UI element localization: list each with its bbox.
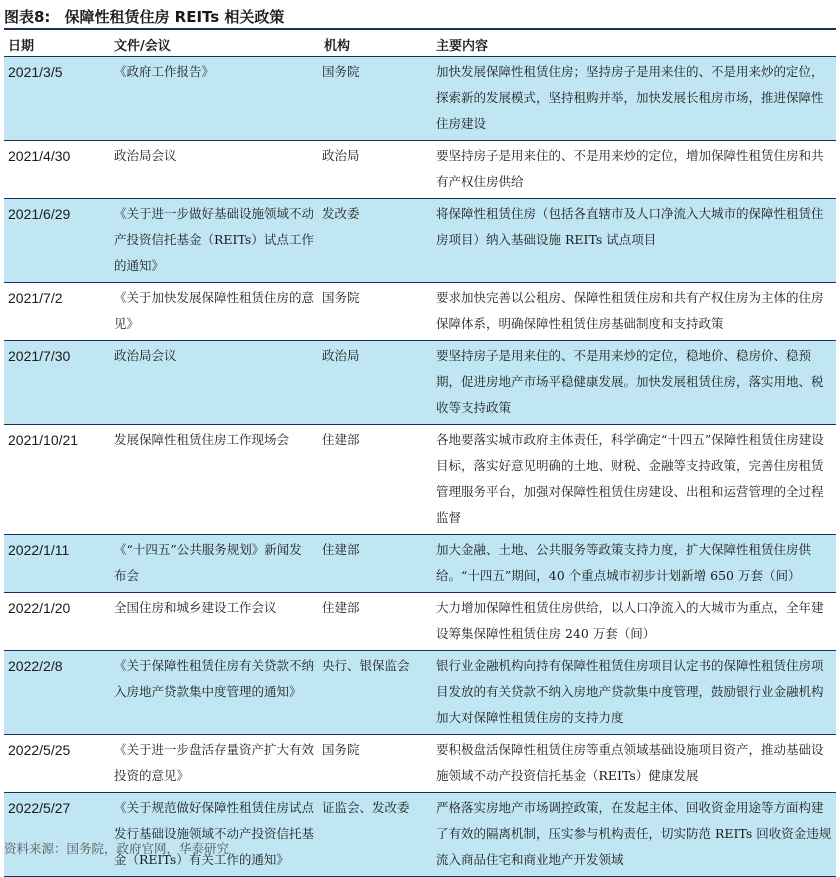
figure-label: 图表8:: [4, 8, 51, 26]
date-cell: 2022/5/25: [4, 735, 108, 793]
content-cell: 要坚持房子是用来住的、不是用来炒的定位，稳地价、稳房价、稳预期，促进房地产市场平稳健康发展。加快发展租赁住房，落实用地、税收等支持政策: [430, 341, 836, 425]
table-row: [4, 535, 836, 593]
figure-title-text: 保障性租赁住房 REITs 相关政策: [64, 8, 285, 26]
table-body: [4, 57, 836, 877]
date-cell: 2022/5/27: [4, 793, 108, 877]
content-cell: 加快发展保障性租赁住房；坚持房子是用来住的、不是用来炒的定位，探索新的发展模式，坚持租购并举，加快发展长租房市场，推进保障性住房建设: [430, 57, 836, 141]
date-cell: 2022/1/20: [4, 593, 108, 651]
table-row: [4, 283, 836, 341]
date-cell: 2022/1/11: [4, 535, 108, 593]
agency-cell: 发改委: [318, 199, 430, 283]
content-cell: 要求加快完善以公租房、保障性租赁住房和共有产权住房为主体的住房保障体系，明确保障性租赁住房基础制度和支持政策: [430, 283, 836, 341]
document-cell: 发展保障性租赁住房工作现场会: [108, 425, 318, 535]
agency-cell: 证监会、发改委: [318, 793, 430, 877]
agency-cell: 政治局: [318, 341, 430, 425]
document-cell: 《政府工作报告》: [108, 57, 318, 141]
date-cell: 2021/7/2: [4, 283, 108, 341]
agency-cell: 国务院: [318, 283, 430, 341]
table-header-row: [4, 32, 836, 57]
header-agency: 机构: [318, 32, 430, 57]
date-cell: 2021/6/29: [4, 199, 108, 283]
document-cell: 《关于加快发展保障性租赁住房的意见》: [108, 283, 318, 341]
agency-cell: 国务院: [318, 57, 430, 141]
agency-cell: 住建部: [318, 593, 430, 651]
document-cell: 《关于进一步盘活存量资产扩大有效投资的意见》: [108, 735, 318, 793]
document-cell: 全国住房和城乡建设工作会议: [108, 593, 318, 651]
content-cell: 要坚持房子是用来住的、不是用来炒的定位，增加保障性租赁住房和共有产权住房供给: [430, 141, 836, 199]
table-row: [4, 593, 836, 651]
content-cell: 加大金融、土地、公共服务等政策支持力度，扩大保障性租赁住房供给。“十四五”期间，40 个重点城市初步计划新增 650 万套（间）: [430, 535, 836, 593]
content-cell: 银行业金融机构向持有保障性租赁住房项目认定书的保障性租赁住房项目发放的有关贷款不纳入房地产贷款集中度管理，鼓励银行业金融机构加大对保障性租赁住房的支持力度: [430, 651, 836, 735]
table-row: [4, 793, 836, 877]
table-row: [4, 57, 836, 141]
content-cell: 将保障性租赁住房（包括各直辖市及人口净流入大城市的保障性租赁住房项目）纳入基础设施 REITs 试点项目: [430, 199, 836, 283]
date-cell: 2022/2/8: [4, 651, 108, 735]
document-cell: 《关于保障性租赁住房有关贷款不纳入房地产贷款集中度管理的通知》: [108, 651, 318, 735]
content-cell: 大力增加保障性租赁住房供给，以人口净流入的大城市为重点，全年建设筹集保障性租赁住房 240 万套（间）: [430, 593, 836, 651]
table-row: [4, 651, 836, 735]
policy-table: [4, 32, 836, 877]
agency-cell: 住建部: [318, 425, 430, 535]
content-cell: 严格落实房地产市场调控政策，在发起主体、回收资金用途等方面构建了有效的隔离机制，压实参与机构责任，切实防范 REITs 回收资金违规流入商品住宅和商业地产开发领域: [430, 793, 836, 877]
header-document: 文件/会议: [108, 32, 318, 57]
table-row: [4, 199, 836, 283]
agency-cell: 国务院: [318, 735, 430, 793]
date-cell: 2021/3/5: [4, 57, 108, 141]
document-cell: 政治局会议: [108, 341, 318, 425]
date-cell: 2021/10/21: [4, 425, 108, 535]
document-cell: 《关于规范做好保障性租赁住房试点发行基础设施领域不动产投资信托基金（REITs）有关工作的通知》: [108, 793, 318, 877]
agency-cell: 住建部: [318, 535, 430, 593]
agency-cell: 政治局: [318, 141, 430, 199]
agency-cell: 央行、银保监会: [318, 651, 430, 735]
source-note: 资料来源：国务院，政府官网，华泰研究: [4, 841, 230, 856]
content-cell: 要积极盘活保障性租赁住房等重点领域基础设施项目资产，推动基础设施领域不动产投资信托基金（REITs）健康发展: [430, 735, 836, 793]
document-cell: 《“十四五”公共服务规划》新闻发布会: [108, 535, 318, 593]
content-cell: 各地要落实城市政府主体责任，科学确定“十四五”保障性租赁住房建设目标，落实好意见明确的土地、财税、金融等支持政策，完善住房租赁管理服务平台，加强对保障性租赁住房建设、出租和运营管理的全过程监督: [430, 425, 836, 535]
header-date: 日期: [4, 32, 108, 57]
document-cell: 《关于进一步做好基础设施领域不动产投资信托基金（REITs）试点工作的通知》: [108, 199, 318, 283]
document-cell: 政治局会议: [108, 141, 318, 199]
figure-title: [4, 4, 836, 30]
table-row: [4, 141, 836, 199]
table-row: [4, 341, 836, 425]
date-cell: 2021/4/30: [4, 141, 108, 199]
table-row: [4, 735, 836, 793]
table-row: [4, 425, 836, 535]
header-content: 主要内容: [430, 32, 836, 57]
date-cell: 2021/7/30: [4, 341, 108, 425]
